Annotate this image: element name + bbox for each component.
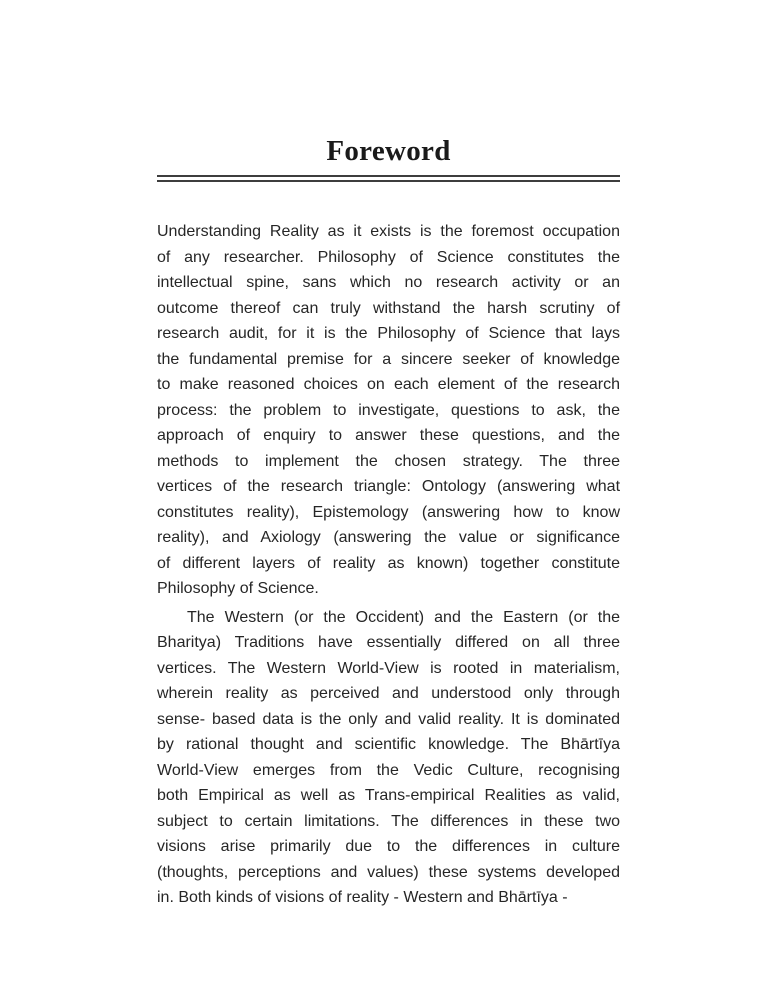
page-body	[157, 219, 620, 911]
text-line: World-View emerges from the Vedic Culture, recognising	[157, 761, 620, 779]
text-line: wherein reality as perceived and understood only through	[157, 685, 620, 702]
text-line: subject to certain limitations. The differences in these two	[157, 812, 621, 830]
text-line: constitutes reality), Epistemology (answering how to know	[157, 503, 621, 521]
text-line: in. Both kinds of visions of reality - Western and Bhārtīya -	[157, 889, 568, 906]
text-line: to make reasoned choices on each element of the research	[157, 376, 620, 393]
text-line: of different layers of reality as known) together constitute	[157, 554, 620, 572]
text-line: visions arise primarily due to the differences in culture	[157, 838, 620, 855]
text-line: methods to implement the chosen strategy. The three	[157, 452, 621, 470]
text-line: intellectual spine, sans which no research activity or an	[157, 274, 620, 291]
page-content	[157, 134, 620, 911]
paragraph	[157, 605, 620, 911]
page-title: Foreword	[326, 135, 451, 167]
text-line: approach of enquiry to answer these questions, and the	[157, 427, 620, 444]
text-line: outcome thereof can truly withstand the harsh scrutiny of	[157, 299, 621, 317]
text-line: sense- based data is the only and valid reality. It is dominated	[157, 710, 621, 728]
text-line: by rational thought and scientific knowledge. The Bhārtīya	[157, 736, 621, 753]
text-line: reality), and Axiology (answering the value or significance	[157, 529, 620, 546]
text-line: both Empirical as well as Trans-empirical Realities as valid,	[157, 787, 620, 804]
paragraph	[157, 219, 620, 602]
text-line: research audit, for it is the Philosophy of Science that lays	[157, 325, 620, 342]
text-line: Philosophy of Science.	[157, 580, 319, 597]
text-line: vertices of the research triangle: Ontology (answering what	[157, 478, 621, 495]
text-line: Bharitya) Traditions have essentially differed on all three	[157, 634, 620, 651]
text-line: process: the problem to investigate, questions to ask, the	[157, 401, 620, 419]
text-line: the fundamental premise for a sincere seeker of knowledge	[157, 350, 620, 368]
text-line: The Western (or the Occident) and the Eastern (or the	[187, 608, 621, 626]
text-line: vertices. The Western World-View is rooted in materialism,	[157, 659, 621, 677]
text-line: Understanding Reality as it exists is the foremost occupation	[157, 223, 620, 240]
text-line: of any researcher. Philosophy of Science constitutes the	[157, 248, 621, 266]
text-line: (thoughts, perceptions and values) these systems developed	[157, 863, 620, 881]
title-divider-rule	[157, 175, 620, 182]
